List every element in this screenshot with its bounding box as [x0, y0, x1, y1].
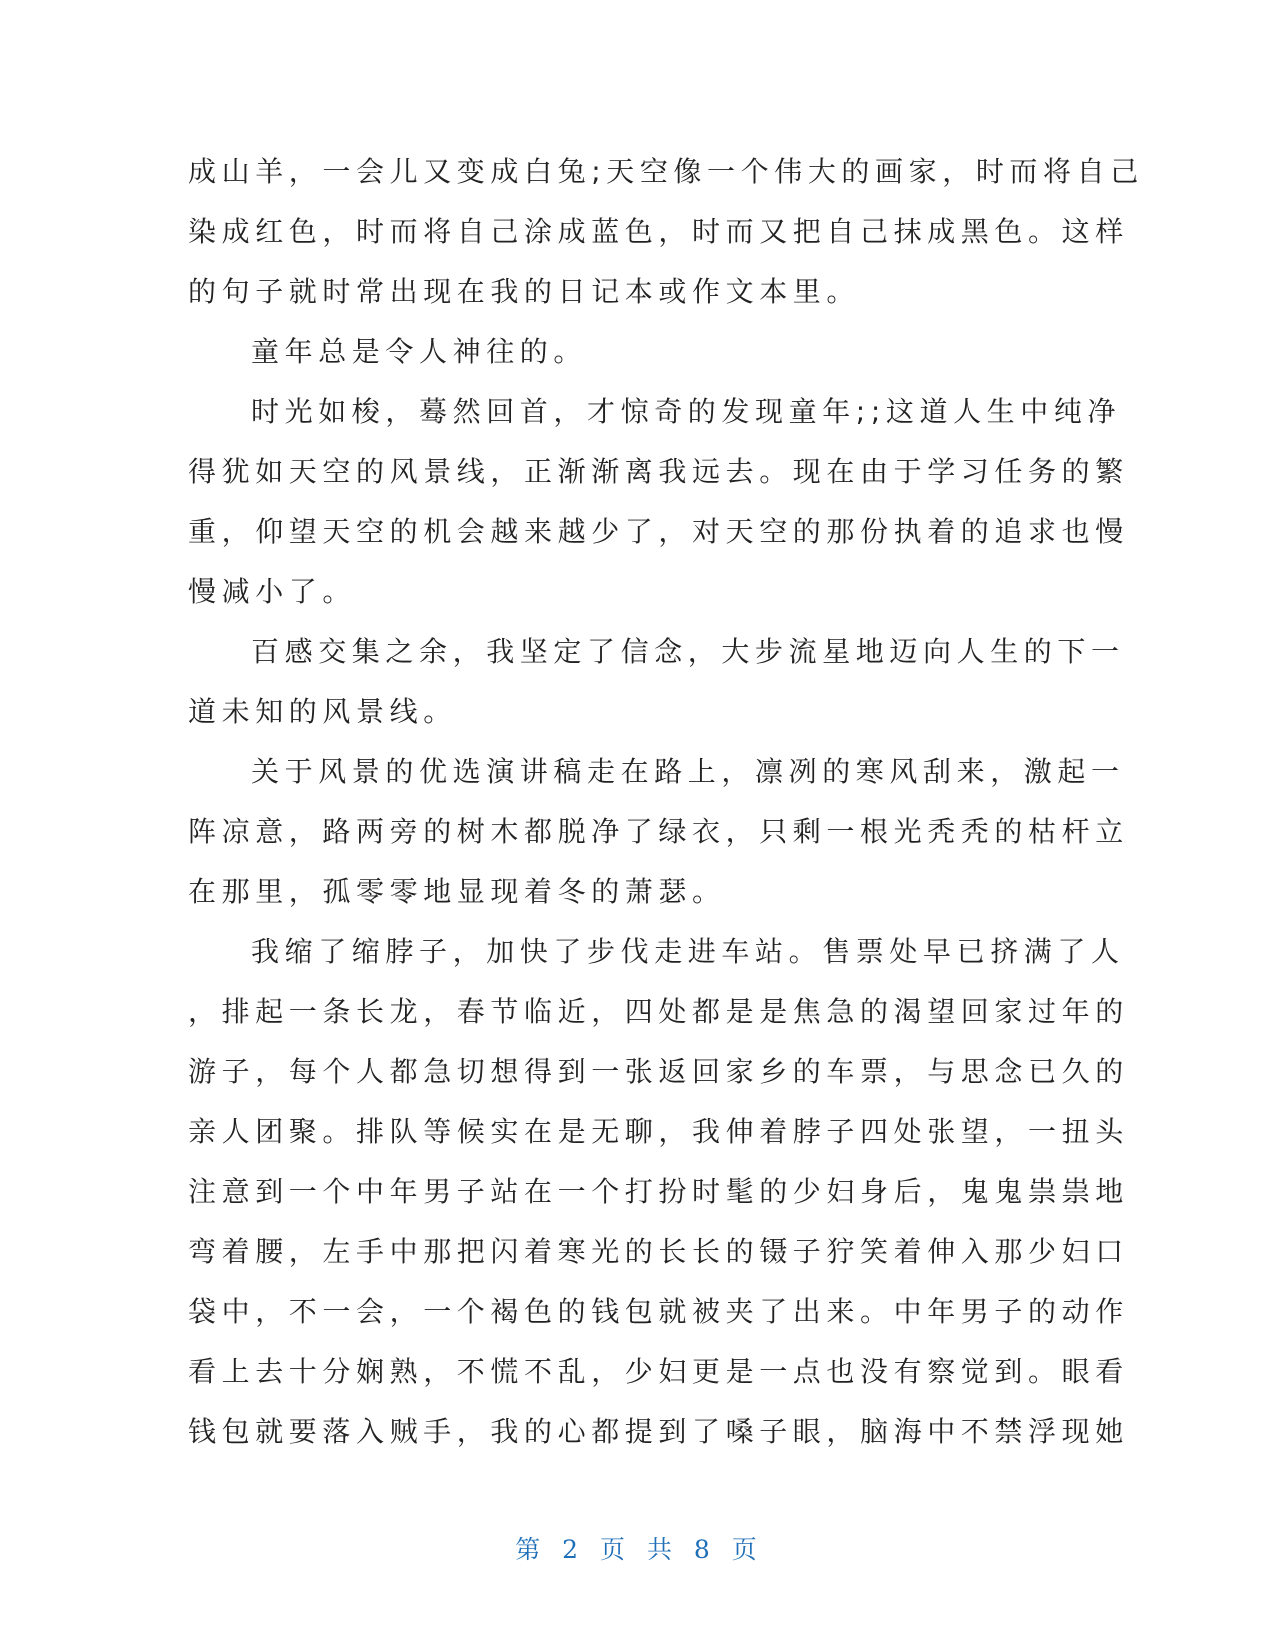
text-line: 慢减小了。	[188, 575, 357, 608]
text-line: 亲人团聚。排队等候实在是无聊，我伸着脖子四处张望，一扭头	[188, 1115, 1129, 1148]
text-line: 游子，每个人都急切想得到一张返回家乡的车票，与思念已久的	[188, 1055, 1129, 1088]
text-line: 关于风景的优选演讲稿走在路上，凛冽的寒风刮来，激起一	[251, 755, 1125, 788]
text-line: 阵凉意，路两旁的树木都脱净了绿衣，只剩一根光秃秃的枯杆立	[188, 815, 1129, 848]
text-line: 钱包就要落入贼手，我的心都提到了嗓子眼，脑海中不禁浮现她	[188, 1415, 1129, 1448]
text-line: 看上去十分娴熟，不慌不乱，少妇更是一点也没有察觉到。眼看	[188, 1355, 1129, 1388]
text-line: 的句子就时常出现在我的日记本或作文本里。	[188, 275, 861, 308]
text-line: 染成红色，时而将自己涂成蓝色，时而又把自己抹成黑色。这样	[188, 215, 1129, 248]
text-line: 注意到一个中年男子站在一个打扮时髦的少妇身后，鬼鬼祟祟地	[188, 1175, 1129, 1208]
text-line: 得犹如天空的风景线，正渐渐离我远去。现在由于学习任务的繁	[188, 455, 1129, 488]
text-line: 童年总是令人神往的。	[251, 335, 588, 368]
text-line: 成山羊，一会儿又变成白兔;天空像一个伟大的画家，时而将自己	[188, 155, 1144, 188]
text-line: 道未知的风景线。	[188, 695, 457, 728]
document-body	[188, 142, 1144, 1462]
text-line: 弯着腰，左手中那把闪着寒光的长长的镊子狞笑着伸入那少妇口	[188, 1235, 1129, 1268]
text-line: 百感交集之余，我坚定了信念，大步流星地迈向人生的下一	[251, 635, 1125, 668]
text-line: 袋中，不一会，一个褐色的钱包就被夹了出来。中年男子的动作	[188, 1295, 1129, 1328]
text-line: 重，仰望天空的机会越来越少了，对天空的那份执着的追求也慢	[188, 515, 1129, 548]
text-line: ，排起一条长龙，春节临近，四处都是是焦急的渴望回家过年的	[188, 995, 1129, 1028]
text-line: 我缩了缩脖子，加快了步伐走进车站。售票处早已挤满了人	[251, 935, 1125, 968]
text-line: 时光如梭，蓦然回首，才惊奇的发现童年;;这道人生中纯净	[251, 395, 1122, 428]
page-number-footer: 第 2 页 共 8 页	[515, 1535, 760, 1564]
text-line: 在那里，孤零零地显现着冬的萧瑟。	[188, 875, 726, 908]
